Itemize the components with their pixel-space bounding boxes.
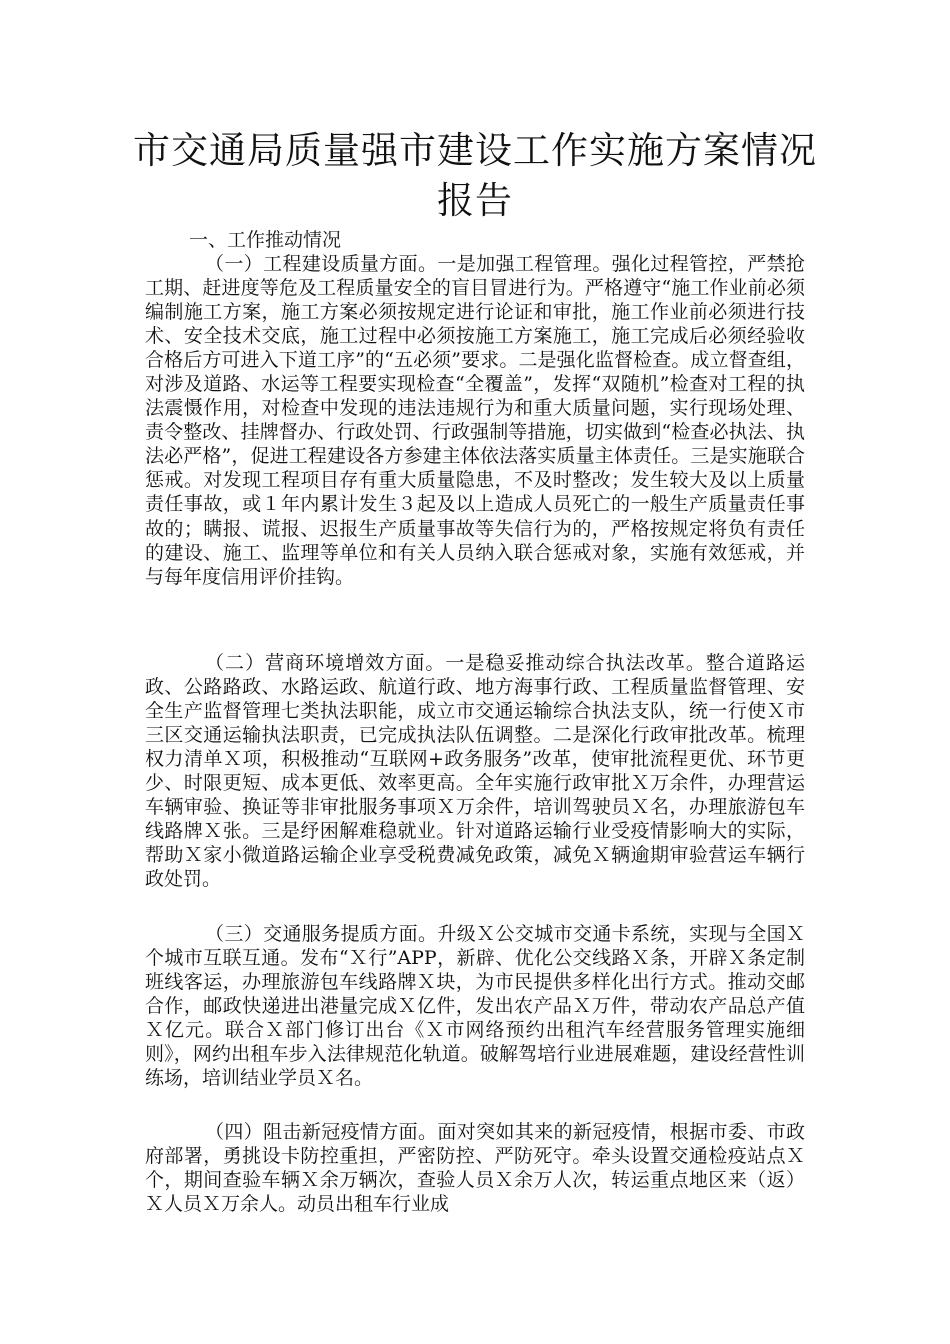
paragraph-business-environment: （二）营商环境增效方面。一是稳妥推动综合执法改革。整合道路运政、公路路政、水路运政、航道行政、地方海事行政、工程质量监督管理、安全生产监督管理七类执法职能，成立市交通运输综合执法支队，统一行使Ｘ市三区交通运输执法职责，已完成执法队伍调整。二是深化行政审批改革。梳理权力清单Ｘ项，积极推动“互联网+政务服务”改革，使审批流程更优、环节更少、时限更短、成本更低、效率更高。全年实施行政审批Ｘ万余件，办理营运车辆审验、换证等非审批服务事项Ｘ万余件，培训驾驶员Ｘ名，办理旅游包车线路牌Ｘ张。三是纾困解难稳就业。针对道路运输行业受疫情影响大的实际，帮助Ｘ家小微道路运输企业享受税费减免政策，减免Ｘ辆逾期审验营运车辆行政处罚。: [145, 652, 805, 891]
paragraph-epidemic-response: （四）阻击新冠疫情方面。面对突如其来的新冠疫情，根据市委、市政府部署，勇挑设卡防控重担，严密防控、严防死守。牵头设置交通检疫站点Ｘ个，期间查验车辆Ｘ余万辆次，查验人员Ｘ余万人次，转运重点地区来（返）Ｘ人员Ｘ万余人。动员出租车行业成: [145, 1121, 805, 1216]
section-heading: 一、工作推动情况: [189, 229, 342, 251]
paragraph-transport-service: （三）交通服务提质方面。升级Ｘ公交城市交通卡系统，实现与全国Ｘ个城市互联互通。发布“Ｘ行”APP，新辟、优化公交线路Ｘ条，开辟Ｘ条定制班线客运，办理旅游包车线路牌Ｘ块，为市民提供多样化出行方式。推动交邮合作，邮政快递进出港量完成Ｘ亿件，发出农产品Ｘ万件，带动农产品总产值Ｘ亿元。联合Ｘ部门修订出台《Ｘ市网络预约出租汽车经营服务管理实施细则》，网约出租车步入法律规范化轨道。破解驾培行业进展难题，建设经营性训练场，培训结业学员Ｘ名。: [145, 923, 805, 1090]
document-title-line-2: 报告: [437, 179, 513, 222]
paragraph-engineering-quality: （一）工程建设质量方面。一是加强工程管理。强化过程管控，严禁抢工期、赶进度等危及工程质量安全的盲目冒进行为。严格遵守“施工作业前必须编制施工方案，施工方案必须按规定进行论证和审批，施工作业前必须进行技术、安全技术交底，施工过程中必须按施工方案施工，施工完成后必须经验收合格后方可进入下道工序”的“五必须”要求。二是强化监督检查。成立督查组，对涉及道路、水运等工程要实现检查“全覆盖”，发挥“双随机”检查对工程的执法震慑作用，对检查中发现的违法违规行为和重大质量问题，实行现场处理、责令整改、挂牌督办、行政处罚、行政强制等措施，切实做到“检查必执法、执法必严格”，促进工程建设各方参建主体依法落实质量主体责任。三是实施联合惩戒。对发现工程项目存有重大质量隐患，不及时整改；发生较大及以上质量责任事故，或１年内累计发生３起及以上造成人员死亡的一般生产质量责任事故的；瞒报、谎报、迟报生产质量事故等失信行为的，严格按规定将负有责任的建设、施工、监理等单位和有关人员纳入联合惩戒对象，实施有效惩戒，并与每年度信用评价挂钩。: [145, 253, 805, 588]
document-title-line-1: 市交通局质量强市建设工作实施方案情况: [133, 129, 817, 172]
